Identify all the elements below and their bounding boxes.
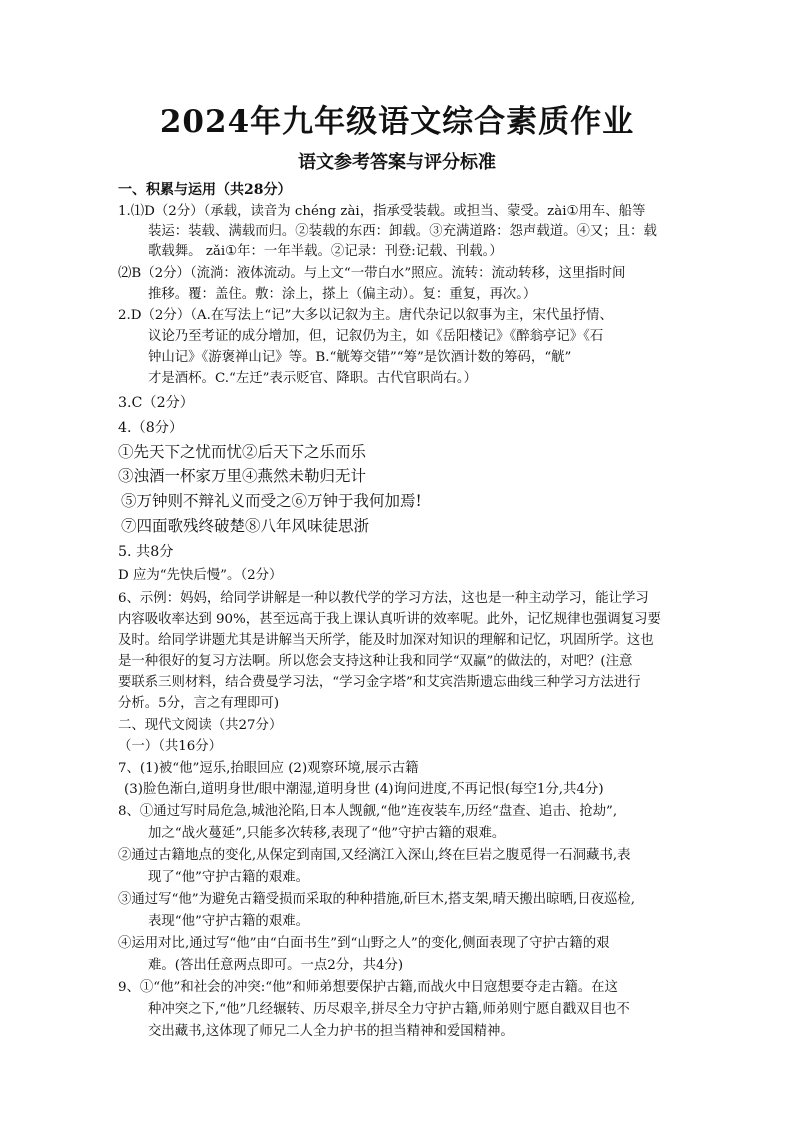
page-title: 2024年九年级语文综合素质作业 — [159, 104, 635, 140]
poem-line: ①先天下之忧而忧②后天下之乐而乐 — [118, 443, 367, 461]
answer-line: 内容吸收率达到 90%，甚至远高于我上课认真听讲的效率呢。此外，记忆规律也强调复习要 — [118, 612, 661, 627]
subsection-heading: （一）（共16分） — [118, 739, 223, 754]
page-subtitle: 语文参考答案与评分标准 — [298, 152, 496, 173]
answer-line: 现了“他”守护古籍的艰难。 — [148, 870, 309, 885]
answer-line: ③通过写“他”为避免古籍受损而采取的种种措施,斫巨木,搭支架,晴天搬出晾晒,日夜巡检, — [118, 892, 636, 907]
answer-line: 4.（8分） — [118, 420, 184, 436]
answer-line: 交出藏书,这体现了师兄二人全力护书的担当精神和爱国精神。 — [148, 1024, 514, 1039]
answer-line: 难。(答出任意两点即可。一点2分，共4分) — [148, 958, 404, 973]
answer-line: 及时。给同学讲题尤其是讲解当天所学，能及时加深对知识的理解和记忆，巩固所学。这也 — [118, 633, 654, 648]
poem-line: ⑦四面歌残终破楚⑧八年风味徒思浙 — [121, 517, 370, 535]
answer-line: 是一种很好的复习方法啊。所以您会支持这种让我和同学“双赢”的做法的，对吧？(注意 — [118, 654, 633, 669]
answer-line: 推移。覆：盖住。敷：涂上，搽上（偏主动）。复：重复，再次。） — [148, 287, 537, 302]
answer-line: ⑵B（2分）（流淌：液体流动。与上文“一带白水”照应。流转：流动转移，这里指时间 — [118, 266, 626, 281]
answer-line: 表现“他”守护古籍的艰难。 — [148, 914, 309, 929]
answer-line: ②通过古籍地点的变化,从保定到南国,又经漓江入深山,终在巨岩之腹觅得一石洞藏书,表 — [118, 848, 631, 863]
answer-line: 装运：装载、满载而归。②装载的东西：卸载。③充满道路：怨声载道。④又；且：载 — [148, 224, 657, 239]
answer-line: (3)脸色渐白,道明身世/眼中潮湿,道明身世 (4)询问进度,不再记恨(每空1分,共4分) — [124, 782, 604, 797]
answer-line: 种冲突之下,“他”几经辗转、历尽艰辛,拼尽全力守护古籍,师弟则宁愿自戳双目也不 — [148, 1002, 630, 1017]
answer-line: ④运用对比,通过写“他”由“白面书生”到“山野之人”的变化,侧面表现了守护古籍的艰 — [118, 936, 610, 951]
answer-line: 加之“战火蔓延”,只能多次转移,表现了“他”守护古籍的艰难。 — [148, 826, 506, 841]
answer-line: 要联系三则材料，结合费曼学习法，“学习金字塔”和艾宾浩斯遗忘曲线三种学习方法进行 — [118, 675, 641, 690]
answer-line: 5. 共8分 — [118, 544, 174, 560]
answer-line: 1.⑴D（2分）（承载，读音为 chéng zài，指承受装载。或担当、蒙受。zài①用车、船等 — [118, 204, 646, 219]
answer-line: 2.D（2分）（A.在写法上“记”大多以记叙为主。唐代杂记以叙事为主，宋代虽抒情、 — [118, 308, 613, 323]
answer-line: D 应为“先快后慢”。（2分） — [118, 568, 283, 583]
answer-line: 分析。5分，言之有理即可) — [118, 696, 280, 711]
poem-line: ⑤万钟则不辩礼义而受之⑥万钟于我何加焉! — [121, 492, 422, 510]
answer-line: 8、①通过写时局危急,城池沦陷,日本人觊觎,“他”连夜装车,历经“盘查、追击、抢劫”, — [118, 804, 618, 819]
answer-line: 议论乃至考证的成分增加，但，记叙仍为主，如《岳阳楼记》《醉翁亭记》《石 — [148, 329, 604, 344]
answer-line: 钟山记》《游褒禅山记》等。B.“觥筹交错”“筹”是饮酒计数的筹码，“觥” — [148, 350, 572, 365]
answer-line: 才是酒杯。C.“左迁”表示贬官、降职。古代官职尚右。） — [148, 371, 477, 386]
poem-line: ③浊酒一杯家万里④燕然未勒归无计 — [118, 467, 367, 485]
answer-line: 7、(1)被“他”逗乐,抬眼回应 (2)观察环境,展示古籍 — [118, 761, 419, 776]
section-heading: 一、积累与运用（共28分） — [118, 182, 292, 198]
answer-line: 3.C（2分） — [118, 395, 194, 411]
answer-line: 9、①“他”和社会的冲突:“他”和师弟想要保护古籍,而战火中日寇想要夺走古籍。在这 — [118, 980, 618, 995]
answer-line: 6、示例：妈妈，给同学讲解是一种以教代学的学习方法，这也是一种主动学习，能让学习 — [118, 591, 649, 606]
section-heading: 二、现代文阅读（共27分） — [118, 718, 283, 733]
answer-line: 歌载舞。 zǎi①年：一年半载。②记录：刊登:记载、刊载。） — [148, 244, 503, 259]
